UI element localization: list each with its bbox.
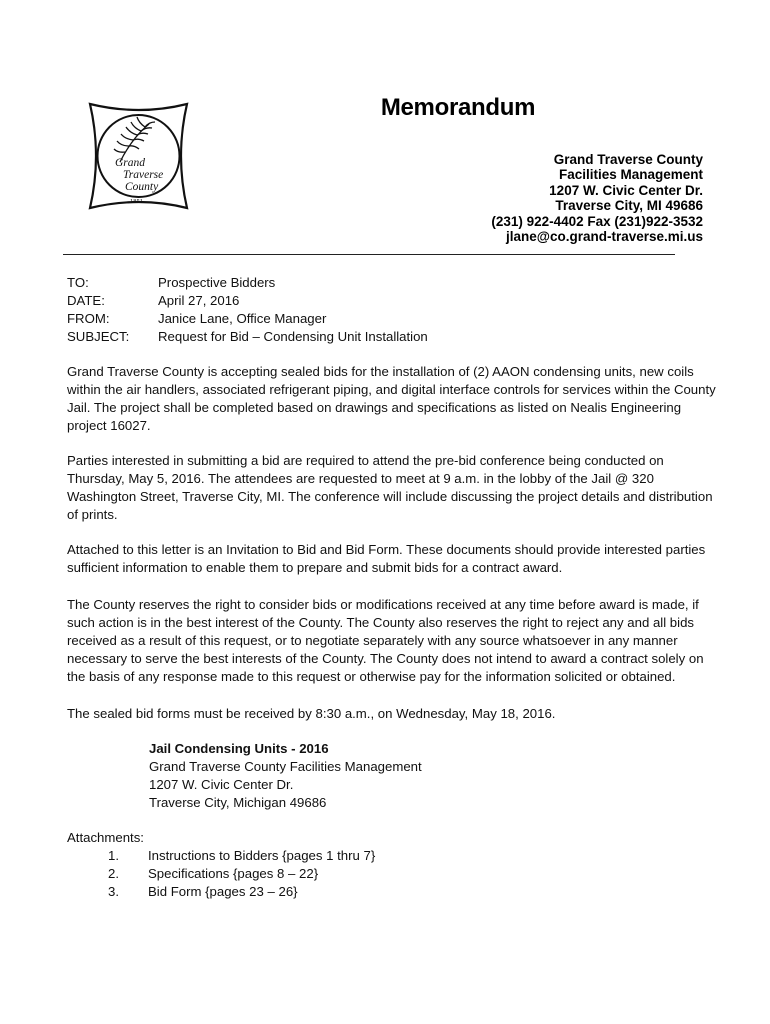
- attachment-text: Specifications {pages 8 – 22}: [148, 865, 319, 881]
- attachment-item: [67, 847, 375, 865]
- address-line-email[interactable]: jlane@co.grand-traverse.mi.us: [506, 229, 703, 245]
- seal-text-county: County: [125, 181, 159, 193]
- date-value: April 27, 2016: [158, 292, 240, 308]
- attachment-item: [67, 883, 375, 901]
- attachment-number: 1.: [108, 847, 119, 863]
- attachment-number: 3.: [108, 883, 119, 899]
- attachment-text: Bid Form {pages 23 – 26}: [148, 883, 298, 899]
- date-label: DATE:: [67, 292, 105, 308]
- from-label: FROM:: [67, 310, 110, 326]
- delivery-title: Jail Condensing Units - 2016: [149, 741, 329, 756]
- paragraph-county-rights: The County reserves the right to consider bids or modifications received at any time before award is made, if such action is in the best interest of the County. The County also reserves the right to reject any and all bids received as a result of this request, or to negotiate separately with any source whatsoever in any manner necessary to serve the best interests of the County. The County does not intend to award a contract solely on the basis of any response made to this request or otherwise pay for the information solicited or obtained.: [67, 597, 704, 684]
- header-divider: [63, 254, 675, 255]
- paragraph-deadline: The sealed bid forms must be received by 8:30 a.m., on Wednesday, May 18, 2016.: [67, 706, 556, 721]
- address-line-org: Grand Traverse County: [553, 152, 703, 167]
- address-line-phone: (231) 922-4402 Fax (231)922-3532: [491, 213, 703, 229]
- address-line-dept: Facilities Management: [558, 167, 703, 183]
- header-row-date: [67, 292, 428, 310]
- attachments-list: [67, 829, 375, 901]
- seal-text-grand: Grand: [115, 157, 146, 169]
- subject-value: Request for Bid – Condensing Unit Installation: [158, 328, 428, 344]
- paragraph-scope: Grand Traverse County is accepting sealed bids for the installation of (2) AAON condensing units, new coils within the air handlers, associated refrigerant piping, and digital interface controls for services within the County Jail. The project shall be completed based on drawings and specifications as listed on Nealis Engineering project 16027.: [67, 364, 716, 433]
- attachments-label: Attachments:: [67, 830, 144, 845]
- seal-text-traverse: Traverse: [123, 169, 164, 181]
- delivery-address-block: [149, 740, 422, 812]
- paragraph-attachments-intro: Attached to this letter is an Invitation to Bid and Bid Form. These documents should provide interested parties sufficient information to enable them to prepare and submit bids for a contract award.: [67, 542, 706, 575]
- to-value: Prospective Bidders: [158, 275, 276, 290]
- seal-text-year: 1851: [130, 198, 143, 205]
- attachment-item: [67, 865, 375, 883]
- from-value: Janice Lane, Office Manager: [158, 310, 327, 326]
- delivery-line-1: Grand Traverse County Facilities Management: [149, 758, 422, 774]
- delivery-line-3: Traverse City, Michigan 49686: [149, 794, 327, 810]
- paragraph-prebid-conference: Parties interested in submitting a bid are required to attend the pre-bid conference being conducted on Thursday, May 5, 2016. The attendees are requested to meet at 9 a.m. in the lobby of the Jail @ 320 Washington Street, Traverse City, MI. The conference will include discussing the project details and distribution of prints.: [67, 453, 713, 522]
- address-line-city: Traverse City, MI 49686: [555, 198, 703, 214]
- sender-address-block: [363, 152, 703, 244]
- header-row-from: [67, 310, 428, 328]
- address-line-street: 1207 W. Civic Center Dr.: [549, 182, 703, 198]
- subject-label: SUBJECT:: [67, 328, 130, 344]
- header-row-to: [67, 274, 428, 292]
- delivery-line-2: 1207 W. Civic Center Dr.: [149, 776, 294, 792]
- memo-title: Memorandum: [380, 94, 536, 121]
- attachment-text: Instructions to Bidders {pages 1 thru 7}: [148, 847, 376, 863]
- header-row-subject: [67, 328, 428, 346]
- memo-header-fields: [67, 274, 428, 346]
- to-label: TO:: [67, 275, 89, 290]
- attachment-number: 2.: [108, 865, 119, 881]
